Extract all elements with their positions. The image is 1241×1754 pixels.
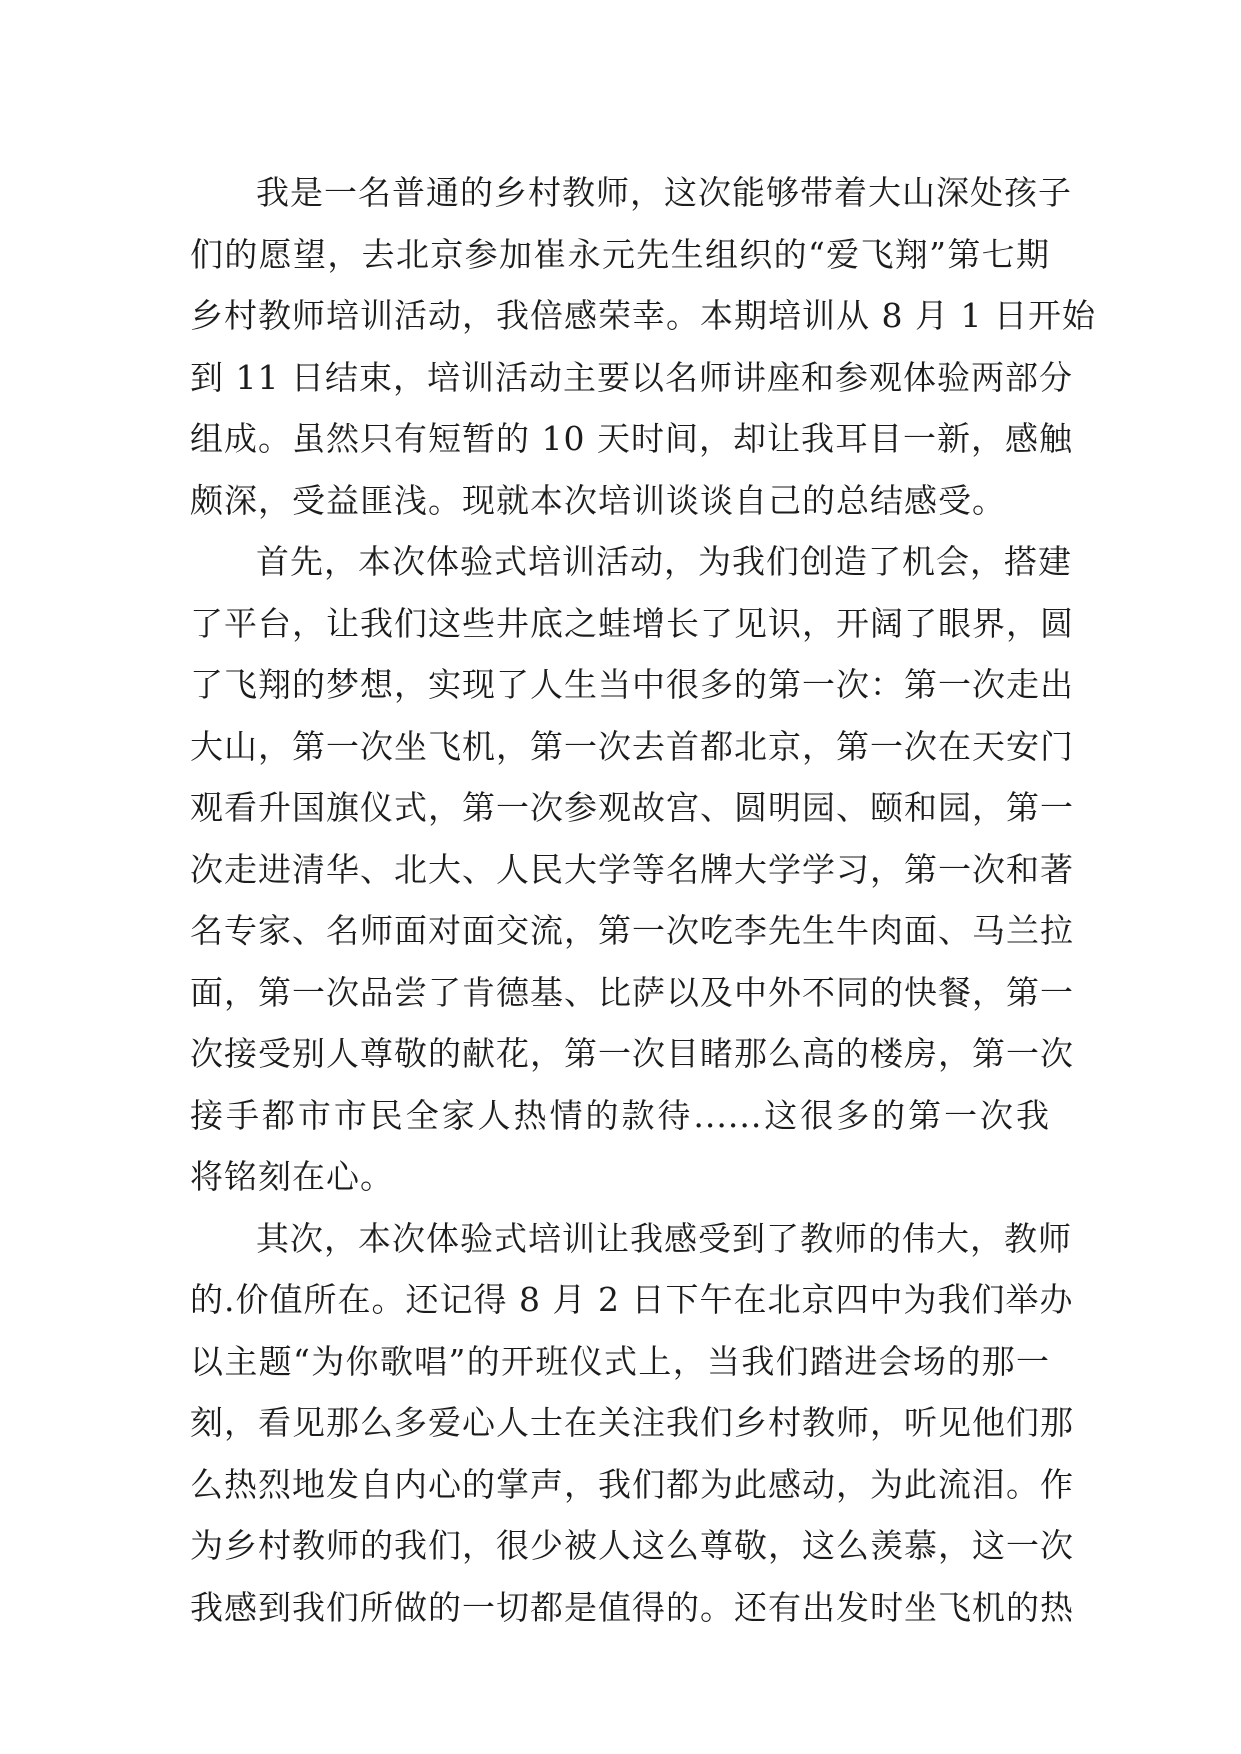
document-body — [190, 162, 1096, 1638]
text-line: 们的愿望，去北京参加崔永元先生组织的“爱飞翔”第七期 — [190, 234, 1050, 274]
text-line: 我是一名普通的乡村教师，这次能够带着大山深处孩子 — [256, 173, 1072, 212]
text-line: 为乡村教师的我们，很少被人这么尊敬，这么羡慕，这一次 — [190, 1526, 1074, 1565]
text-line: 接手都市市民全家人热情的款待......这很多的第一次我 — [190, 1095, 1050, 1135]
text-line: 面，第一次品尝了肯德基、比萨以及中外不同的快餐，第一 — [190, 972, 1074, 1012]
text-line: 么热烈地发自内心的掌声，我们都为此感动，为此流泪。作 — [190, 1464, 1074, 1504]
text-line: 我感到我们所做的一切都是值得的。还有出发时坐飞机的热 — [190, 1587, 1074, 1627]
paragraph-first-point — [190, 531, 1074, 1208]
text-line: 了平台，让我们这些井底之蛙增长了见识，开阔了眼界，圆 — [190, 603, 1074, 643]
text-line: 观看升国旗仪式，第一次参观故宫、圆明园、颐和园，第一 — [190, 788, 1074, 827]
text-line: 以主题“为你歌唱”的开班仪式上，当我们踏进会场的那一 — [190, 1341, 1050, 1381]
text-line: 的.价值所在。还记得 8 月 2 日下午在北京四中为我们举办 — [190, 1280, 1074, 1319]
text-line: 大山，第一次坐飞机，第一次去首都北京，第一次在天安门 — [190, 726, 1074, 766]
paragraph-second-point — [190, 1208, 1074, 1639]
text-line: 刻，看见那么多爱心人士在关注我们乡村教师，听见他们那 — [190, 1403, 1074, 1442]
text-line: 次走进清华、北大、人民大学等名牌大学学习，第一次和著 — [190, 849, 1074, 889]
text-line: 颇深，受益匪浅。现就本次培训谈谈自己的总结感受。 — [190, 480, 1006, 520]
text-line: 首先，本次体验式培训活动，为我们创造了机会，搭建 — [256, 542, 1072, 581]
text-line: 其次，本次体验式培训让我感受到了教师的伟大，教师 — [256, 1218, 1072, 1258]
text-line: 名专家、名师面对面交流，第一次吃李先生牛肉面、马兰拉 — [190, 911, 1074, 950]
text-line: 了飞翔的梦想，实现了人生当中很多的第一次：第一次走出 — [190, 665, 1074, 704]
text-line: 将铭刻在心。 — [190, 1157, 394, 1196]
text-line: 次接受别人尊敬的献花，第一次目睹那么高的楼房，第一次 — [190, 1034, 1074, 1073]
text-line: 到 11 日结束，培训活动主要以名师讲座和参观体验两部分 — [190, 357, 1073, 397]
text-line: 乡村教师培训活动，我倍感荣幸。本期培训从 8 月 1 日开始 — [190, 296, 1096, 335]
text-line: 组成。虽然只有短暂的 10 天时间，却让我耳目一新，感触 — [190, 419, 1073, 458]
paragraph-introduction — [190, 162, 1096, 531]
